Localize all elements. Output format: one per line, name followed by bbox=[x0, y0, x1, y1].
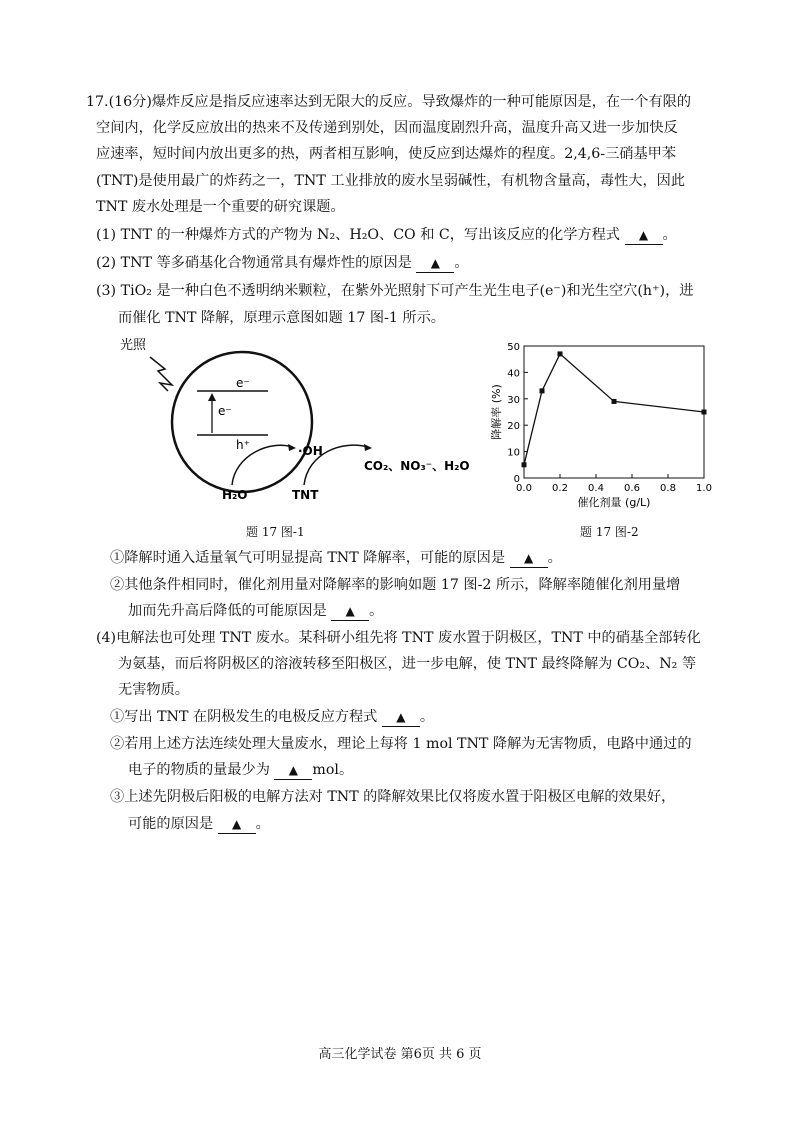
question-4b-line-1: ②若用上述方法连续处理大量废水，理论上每将 1 mol TNT 降解为无害物质，电路中通过的 bbox=[110, 736, 692, 752]
figure-2-chart bbox=[488, 338, 718, 513]
tnt-label: TNT bbox=[292, 488, 319, 502]
answer-blank-4a[interactable] bbox=[382, 708, 420, 727]
y-tick-label: 0 bbox=[513, 474, 520, 485]
question-4c-line-2: 可能的原因是 ▲ 。 bbox=[128, 816, 270, 832]
question-4b-line-2: 电子的物质的量最少为 ▲ mol。 bbox=[128, 762, 354, 778]
x-tick-label: 0.6 bbox=[624, 483, 640, 494]
answer-blank-1[interactable] bbox=[625, 226, 663, 245]
x-tick-label: 0.8 bbox=[660, 483, 676, 494]
series-line bbox=[524, 354, 704, 465]
intro-line-4: (TNT)是使用最广的炸药之一，TNT 工业排放的废水呈弱碱性，有机物含量高，毒性大，因此 bbox=[96, 173, 686, 189]
question-3b-line-1: ②其他条件相同时，催化剂用量对降解率的影响如题 17 图-2 所示，降解率随催化剂用量增 bbox=[110, 577, 681, 593]
tio2-particle-circle bbox=[172, 352, 312, 492]
figure-1-diagram bbox=[110, 335, 490, 520]
triangle-icon: ▲ bbox=[232, 817, 242, 831]
answer-blank-2[interactable] bbox=[416, 254, 454, 273]
question-3a: ①降解时通入适量氧气可明显提高 TNT 降解率，可能的原因是 ▲ 。 bbox=[110, 550, 562, 566]
y-tick-label: 30 bbox=[507, 394, 520, 406]
arrow-head-icon bbox=[288, 444, 296, 451]
light-label: 光照 bbox=[120, 338, 147, 353]
triangle-icon: ▲ bbox=[288, 763, 299, 777]
x-tick-label: 0.0 bbox=[516, 483, 532, 494]
triangle-icon: ▲ bbox=[345, 604, 355, 618]
data-point bbox=[522, 462, 527, 467]
intro-line-1: 17.(16分)爆炸反应是指反应速率达到无限大的反应。导致爆炸的一种可能原因是，在一个有限的 bbox=[86, 94, 692, 110]
question-3-line-1: (3) TiO₂ 是一种白色不透明纳米颗粒，在紫外光照射下可产生光生电子(e⁻)和光生空穴(h⁺)，进 bbox=[96, 283, 694, 299]
figure-2-caption: 题 17 图-2 bbox=[580, 525, 639, 539]
electron-mid-label: e⁻ bbox=[218, 404, 232, 418]
h2o-label: H₂O bbox=[222, 488, 248, 502]
chart-axes bbox=[507, 342, 712, 494]
arrow-head-icon bbox=[208, 393, 216, 401]
triangle-icon: ▲ bbox=[523, 551, 534, 565]
question-4-line-1: (4)电解法也可处理 TNT 废水。某科研小组先将 TNT 废水置于阴极区，TNT 中的硝基全部转化 bbox=[96, 630, 701, 646]
intro-line-2: 空间内，化学反应放出的热来不及传递到别处，因而温度剧烈升高，温度升高又进一步加快反 bbox=[96, 120, 678, 136]
question-4c-line-1: ③上述先阴极后阳极的电解方法对 TNT 的降解效果比仅将废水置于阳极区电解的效果好， bbox=[110, 789, 676, 805]
question-4a: ①写出 TNT 在阴极发生的电极反应方程式 ▲ 。 bbox=[110, 709, 435, 725]
y-tick-label: 50 bbox=[507, 342, 520, 353]
question-4-line-3: 无害物质。 bbox=[118, 682, 189, 698]
hole-label: h⁺ bbox=[236, 438, 250, 452]
answer-blank-4b[interactable] bbox=[274, 761, 312, 780]
data-point bbox=[702, 410, 707, 415]
y-tick-label: 40 bbox=[507, 368, 520, 380]
intro-line-5: TNT 废水处理是一个重要的研究课题。 bbox=[96, 199, 345, 215]
intro-line-3: 应速率，短时间内放出更多的热，两者相互影响，使反应到达爆炸的程度。2,4,6-三硝基甲苯 bbox=[96, 146, 677, 162]
triangle-icon: ▲ bbox=[396, 710, 406, 724]
products-label: CO₂、NO₃⁻、H₂O bbox=[364, 459, 470, 473]
question-1: (1) TNT 的一种爆炸方式的产物为 N₂、H₂O、CO 和 C，写出该反应的化学方程式 ▲ 。 bbox=[96, 227, 677, 243]
question-3-line-2: 而催化 TNT 降解，原理示意图如题 17 图-1 所示。 bbox=[118, 310, 445, 326]
arrow-head-icon bbox=[364, 444, 372, 451]
answer-blank-3a[interactable] bbox=[510, 549, 548, 568]
page-footer: 高三化学试卷 第6页 共 6 页 bbox=[318, 1047, 482, 1062]
question-3b-line-2: 加而先升高后降低的可能原因是 ▲ 。 bbox=[128, 603, 384, 619]
x-tick-label: 0.2 bbox=[552, 483, 568, 494]
data-point bbox=[558, 351, 563, 356]
x-tick-label: 0.4 bbox=[588, 483, 604, 494]
y-axis-label: 降解率 (%) bbox=[490, 384, 503, 440]
plot-frame bbox=[524, 346, 704, 478]
data-point bbox=[612, 399, 617, 404]
data-point bbox=[540, 388, 545, 393]
figure-1-caption: 题 17 图-1 bbox=[246, 525, 305, 539]
triangle-icon: ▲ bbox=[430, 256, 440, 270]
x-axis-label: 催化剂量 (g/L) bbox=[577, 496, 651, 509]
answer-blank-3b[interactable] bbox=[331, 602, 369, 621]
question-2: (2) TNT 等多硝基化合物通常具有爆炸性的原因是 ▲ 。 bbox=[96, 255, 469, 271]
question-4-line-2: 为氨基，而后将阴极区的溶液转移至阳极区，进一步电解，使 TNT 最终降解为 CO₂、N₂ 等 bbox=[118, 656, 697, 672]
chart-marks bbox=[522, 351, 707, 467]
triangle-icon: ▲ bbox=[638, 228, 649, 242]
y-tick-label: 20 bbox=[507, 421, 520, 433]
hydroxyl-radical-label: ·OH bbox=[298, 444, 323, 458]
y-tick-label: 10 bbox=[507, 447, 520, 459]
x-tick-label: 1.0 bbox=[696, 483, 712, 494]
electron-top-label: e⁻ bbox=[236, 376, 250, 390]
answer-blank-4c[interactable] bbox=[218, 815, 256, 834]
lightning-bolt-icon bbox=[150, 357, 172, 391]
